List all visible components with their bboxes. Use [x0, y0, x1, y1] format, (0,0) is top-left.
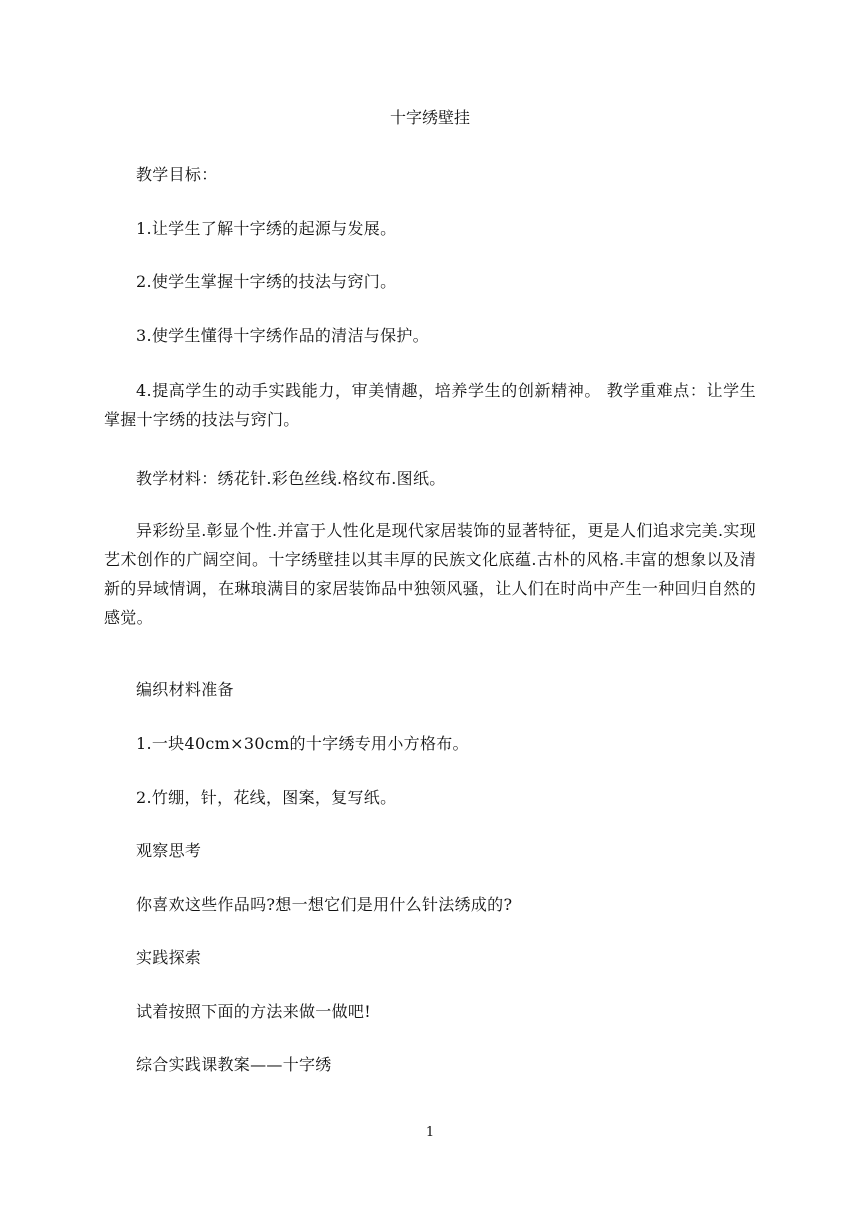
paragraph-intro: 异彩纷呈.彰显个性.并富于人性化是现代家居装饰的显著特征，更是人们追求完美.实现艺术创作的广阔空间。十字绣壁挂以其丰厚的民族文化底蕴.古朴的风格.丰富的想象以及清新的异域情调，在琳琅满目的家居装饰品中独领风骚，让人们在时尚中产生一种回归自然的感觉。: [104, 521, 757, 627]
paragraph-goal-4: 4.提高学生的动手实践能力，审美情趣，培养学生的创新精神。 教学重难点：让学生掌握十字绣的技法与窍门。: [104, 381, 756, 429]
paragraph-prep-1: 1.一块40cm×30cm的十字绣专用小方格布。: [136, 734, 469, 753]
paragraph-materials: 教学材料：绣花针.彩色丝线.格纹布.图纸。: [136, 469, 446, 488]
page-number: 1: [425, 1125, 435, 1140]
document-title: 十字绣壁挂: [389, 108, 470, 127]
paragraph-lesson-plan-title: 综合实践课教案——十字绣: [136, 1055, 332, 1074]
paragraph-goal-2: 2.使学生掌握十字绣的技法与窍门。: [136, 272, 397, 291]
paragraph-goal-3: 3.使学生懂得十字绣作品的清洁与保护。: [136, 326, 429, 345]
paragraph-teaching-goals-heading: 教学目标：: [136, 165, 218, 184]
paragraph-observe-heading: 观察思考: [136, 841, 202, 860]
paragraph-observe-question: 你喜欢这些作品吗?想一想它们是用什么针法绣成的?: [136, 895, 513, 914]
paragraph-goal-1: 1.让学生了解十字绣的起源与发展。: [136, 219, 397, 238]
paragraph-prep-2: 2.竹绷，针，花线，图案，复写纸。: [136, 788, 397, 807]
paragraph-practice-heading: 实践探索: [136, 948, 202, 967]
paragraph-prep-heading: 编织材料准备: [136, 680, 234, 699]
paragraph-practice-instruction: 试着按照下面的方法来做一做吧!: [136, 1002, 371, 1021]
